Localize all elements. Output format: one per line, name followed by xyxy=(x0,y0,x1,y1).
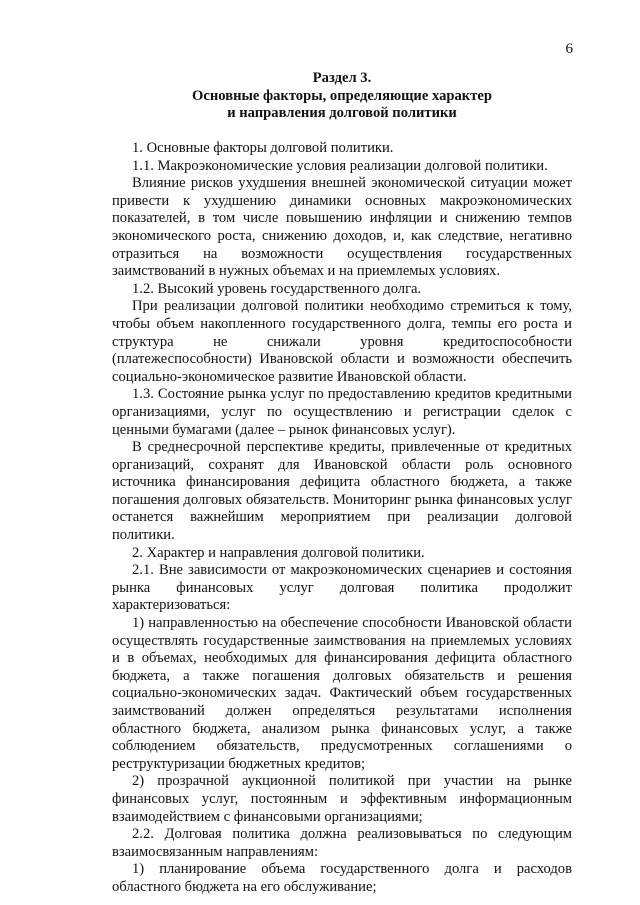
paragraph-item-1-borrowing: 1) направленностью на обеспечение способности Ивановской области осуществлять государственные заимствования на приемлемых условиях и в объемах, необходимых для финансирования дефицита областного бюджета, а также погашения долговых обязательств и решения социально-экономических задач. Фактический объем государственных заимствований должен определяться результатами исполнения областного бюджета, анализом рынка финансовых услуг, а также соблюдением обязательств, предусмотренных соглашениями о реструктуризации бюджетных кредитов; xyxy=(112,615,572,772)
paragraph-policy-directions-title: 2. Характер и направления долговой политики. xyxy=(132,544,425,561)
paragraph-debt-policy-goal: При реализации долговой политики необходимо стремиться к тому, чтобы объем накопленного государственного долга, темпы его роста и структура не снижали уровня кредитоспособности (платежеспособности) Ивановской области и возможности обеспечить социально-экономическое развитие Ивановской области. xyxy=(112,298,572,385)
document-body xyxy=(112,140,572,897)
paragraph-item-2-auction-policy: 2) прозрачной аукционной политикой при участии на рынке финансовых услуг, постоянным и эффективным информационным взаимодействием с финансовыми организациями; xyxy=(112,773,572,825)
section-title-line-2: и направления долговой политики xyxy=(227,105,457,122)
paragraph-financial-market-title: 1.3. Состояние рынка услуг по предоставлению кредитов кредитными организациями, услуг по осуществлению и регистрации сделок с ценными бумагами (далее – рынок финансовых услуг). xyxy=(112,386,572,438)
paragraph-policy-implementation: 2.2. Долговая политика должна реализовываться по следующим взаимосвязанным направлениям: xyxy=(112,826,572,860)
section-number: Раздел 3. xyxy=(312,70,372,86)
section-title-line-1: Основные факторы, определяющие характер xyxy=(192,87,492,104)
paragraph-medium-term-credits: В среднесрочной перспективе кредиты, привлеченные от кредитных организаций, сохранят для Ивановской области роль основного источника финансирования дефицита областного бюджета, а также погашения долговых обязательств. Мониторинг рынка финансовых услуг останется важнейшим мероприятием при реализации долговой политики. xyxy=(112,439,572,544)
paragraph-policy-characteristics: 2.1. Вне зависимости от макроэкономических сценариев и состояния рынка финансовых услуг долговая политика продолжит характеризоваться: xyxy=(112,562,572,614)
paragraph-macro-conditions-title: 1.1. Макроэкономические условия реализации долговой политики. xyxy=(132,157,548,174)
paragraph-high-debt-title: 1.2. Высокий уровень государственного долга. xyxy=(132,280,422,297)
paragraph-external-risks: Влияние рисков ухудшения внешней экономической ситуации может привести к ухудшению динамики основных макроэкономических показателей, в том числе повышению инфляции и снижению темпов экономического роста, снижению доходов, и, как следствие, негативно отразиться на возможности осуществления государственных заимствований в нужных объемах и на приемлемых условиях. xyxy=(112,175,572,280)
paragraph-item-1-planning: 1) планирование объема государственного долга и расходов областного бюджета на его обслуживание; xyxy=(112,861,572,895)
paragraph-factors-title: 1. Основные факторы долговой политики. xyxy=(132,140,394,156)
page-number: 6 xyxy=(565,41,573,57)
section-heading xyxy=(112,70,572,123)
